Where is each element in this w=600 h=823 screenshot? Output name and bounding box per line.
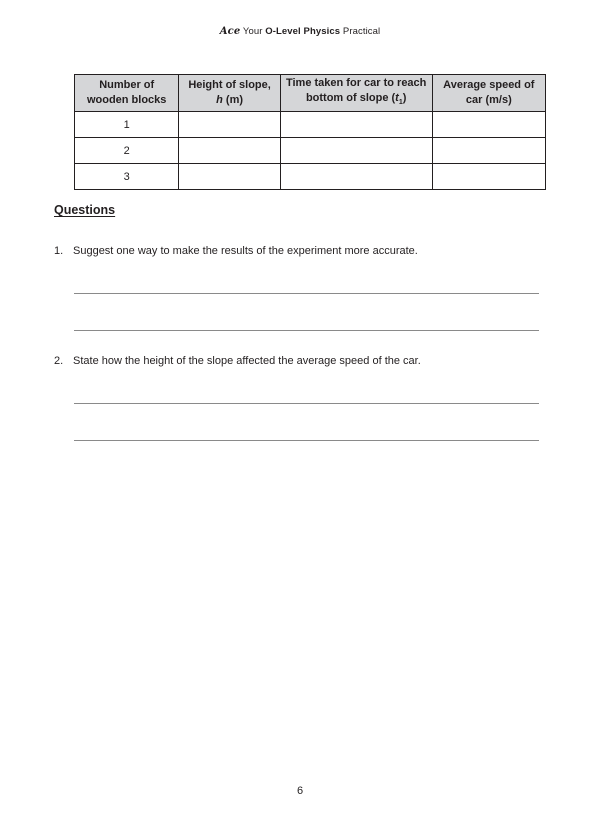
page-number: 6 [296, 785, 304, 797]
header-cell-speed: Average speed of car (m/s) [432, 75, 545, 112]
questions-heading: Questions [54, 203, 116, 217]
answer-line-2b[interactable] [74, 440, 539, 441]
cell-time-input[interactable] [280, 164, 432, 190]
answer-line-2a[interactable] [74, 403, 539, 404]
header-brand-script: Ace [219, 26, 241, 37]
results-table [74, 74, 546, 190]
cell-speed-input[interactable] [432, 112, 545, 138]
header-cell-time: Time taken for car to reach bottom of slope $(t_1)$ [280, 75, 432, 112]
header-cell-blocks: Number of wooden blocks [75, 75, 179, 112]
cell-blocks: 1 [75, 112, 179, 138]
cell-time-input[interactable] [280, 138, 432, 164]
header-text-rest: Practical [342, 26, 381, 37]
table-row [75, 138, 546, 164]
header-cell-height: Height of slope, h (m) [179, 75, 280, 112]
table-row [75, 112, 546, 138]
header-text-your: Your [242, 26, 263, 37]
answer-line-1a[interactable] [74, 293, 539, 294]
cell-height-input[interactable] [179, 164, 280, 190]
question-2 [54, 355, 421, 367]
cell-height-input[interactable] [179, 112, 280, 138]
question-number: 2. [54, 355, 64, 367]
answer-line-1b[interactable] [74, 330, 539, 331]
question-text: Suggest one way to make the results of the experiment more accurate. [73, 245, 418, 257]
cell-speed-input[interactable] [432, 164, 545, 190]
running-header [0, 26, 600, 37]
header-text-bold: O-Level Physics [265, 26, 341, 37]
cell-blocks: 2 [75, 138, 179, 164]
cell-time-input[interactable] [280, 112, 432, 138]
cell-height-input[interactable] [179, 138, 280, 164]
question-number: 1. [54, 245, 64, 257]
cell-blocks: 3 [75, 164, 179, 190]
question-1 [54, 245, 418, 257]
question-text: State how the height of the slope affected the average speed of the car. [73, 355, 421, 367]
table-row [75, 164, 546, 190]
table-header-row [75, 75, 546, 112]
cell-speed-input[interactable] [432, 138, 545, 164]
